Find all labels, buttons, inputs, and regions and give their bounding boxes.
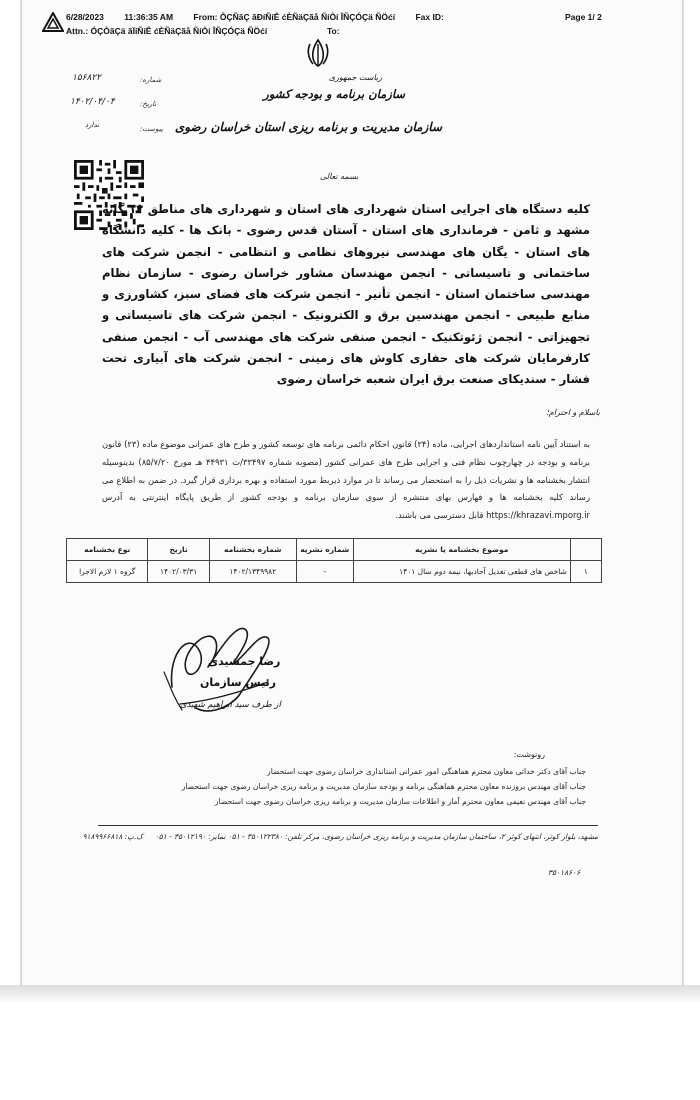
- fax-logo-icon: [42, 12, 64, 32]
- cc-item: جناب آقای مهندس بروزنده معاون محترم هماهنگی برنامه و بودجه سازمان مدیریت و برنامه ریزی خراسان رضوی جهت استحضار: [181, 782, 586, 792]
- letterhead-line-2: سازمان برنامه و بودجه کشور: [263, 87, 405, 101]
- fax-date: 6/28/2023: [66, 12, 104, 22]
- col-index: [570, 539, 601, 561]
- cc-list: [176, 764, 586, 810]
- cc-item: جناب آقای دکتر خدائی معاون محترم هماهنگی امور عمرانی استانداری خراسان رضوی جهت استحضار: [267, 767, 586, 776]
- footer-doc-code: ۳۵۰۱۸۶۰۶: [548, 868, 581, 877]
- on-behalf-note: از طرف سید ابراهیم شهیدی: [180, 700, 281, 710]
- fax-line-1: [66, 12, 462, 22]
- table-row: [67, 561, 602, 583]
- addressee-list: کلیه دستگاه های اجرایی استان شهرداری های استان و شهرداری های مناطق ۱۲ گانه مشهد و ثامن - فرمانداری های استان - آستان قدس رضوی - بانک ها - کلیه دانشگاه های استان - یگان های مهندسی نیروهای نظامی و انتظامی - انجمن شرکت های ساختمانی و تاسیساتی - انجمن مهندسان مشاور خراسان رضوی - سازمان نظام مهندسی ساختمان استان - انجمن تأنیر - انجمن شرکت های فضای سبز، کشاورزی و منابع طبیعی - انجمن مهندسین برق و الکترونیک - انجمن شرکت های تاسیساتی و تجهیزاتی - انجمن ژئوتکنیک - انجمن صنفی شرکت های مهندسی آب - انجمن صنفی کارفرمایان شرکت های حفاری کاوش های زمینی - انجمن شرکت های آبیاری تحت فشار - سندیکای صنعت برق ایران شعبه خراسان رضوی: [102, 202, 590, 387]
- cc-item: جناب آقای مهندس نعیمی معاون محترم آمار و اطلاعات سازمان مدیریت و برنامه ریزی خراسان رضوی جهت استحضار: [214, 797, 586, 807]
- letter-number: ۱۵۶۸۲۲: [72, 73, 102, 83]
- letter-date: ۱۴۰۲/۰۴/۰۴: [70, 97, 115, 107]
- table-header-row: [67, 539, 602, 561]
- besmellah-heading: بسمه تعالی: [320, 172, 359, 181]
- signatory-name: رضا جمشیدی: [208, 655, 281, 668]
- cell-type: گروه ۱ لازم الاجرا: [67, 561, 148, 583]
- signatory-title: رئیس سازمان: [200, 676, 276, 689]
- col-publication-number: شماره نشریه: [296, 539, 353, 561]
- col-circular-number: شماره بخشنامه: [209, 539, 296, 561]
- fax-page-number: Page 1/ 2: [565, 12, 602, 22]
- col-type: نوع بخشنامه: [67, 539, 148, 561]
- cell-date: ۱۴۰۲/۰۳/۳۱: [148, 561, 209, 583]
- attachment-label: پیوست:: [140, 125, 163, 133]
- letter-attachment: ندارد: [85, 121, 100, 129]
- fax-to: To:: [327, 26, 340, 36]
- fax-from: From: ÔÇÑãÇ ãÐíÑíÊ ćÈÑäÇãå ÑíÒí ÎÑÇÓÇä ÑÖćí: [193, 12, 396, 22]
- date-label: تاریخ:: [140, 100, 157, 108]
- footer-address: مشهد، بلوار کوثر، انتهای کوثر ۲، ساختمان سازمان مدیریت و برنامه ریزی خراسان رضوی، مرکز تلفن: ۳۵۰۱۲۲۳۸۰ - ۰۵۱ نمابر: ۳۵۰۱۲۱۹۰ - ۰۵۱: [154, 832, 598, 841]
- footer-postal: ک.پ: ۹۱۸۹۹۶۶۸۱۸: [82, 832, 144, 841]
- cell-publication-number: -: [296, 561, 353, 583]
- cell-index: ۱: [570, 561, 601, 583]
- footer-divider: [98, 825, 598, 826]
- cell-circular-number: ۱۴۰۲/۱۳۴۹۹۸۲: [209, 561, 296, 583]
- fax-id: Fax ID:: [415, 12, 444, 22]
- letterhead-line-3: سازمان مدیریت و برنامه ریزی استان خراسان رضوی: [174, 120, 442, 134]
- cc-heading: رونوشت:: [513, 750, 545, 759]
- footer: [82, 832, 598, 841]
- letter-body: به استناد آیین نامه استانداردهای اجرایی، ماده (۲۴) قانون احکام دائمی برنامه های توسعه کشور و طرح های عمرانی موضوع ماده (۲۳) قانون برنامه و بودجه در چهارچوب نظام فنی و اجرایی طرح های عمرانی کشور (مصوبه شماره ۳۳۴۹۷/ت ۴۴۹۳۱ هـ مورخ ۸۵/۷/۲۰) بدینوسیله انتشار بخشنامه ها و نشریات ذیل را به استحضار می رساند تا در موارد ذیربط مورد استفاده و بهره برداری قرار گیرد. در ضمن به اطلاع می رساند کلیه بخشنامه ها و فهارس بهای منتشره از سوی سازمان برنامه و بودجه کشور از طریق پایگاه اینترنتی به آدرس https://khrazavi.mporg.ir قابل دسترسی می باشند.: [102, 439, 591, 521]
- cell-subject: شاخص های قطعی تعدیل آحادبها، نیمه دوم سال ۱۴۰۱: [353, 561, 570, 583]
- letterhead-line-1: ریاست جمهوری: [328, 73, 382, 82]
- number-label: شماره:: [140, 76, 162, 84]
- col-date: تاریخ: [148, 539, 209, 561]
- fax-attn: Attn.: ÓÇÒãÇä ãÏíÑíÊ ćÈÑäÇãå ÑíÒí ÎÑÇÓÇä ÑÖćí: [66, 26, 268, 36]
- col-subject: موضوع بخشنامه یا نشریه: [353, 539, 570, 561]
- greeting: باسلام و احترام؛: [546, 408, 600, 417]
- fax-time: 11:36:35 AM: [124, 12, 174, 22]
- page-edge: [0, 985, 700, 1003]
- iran-emblem-icon: [304, 38, 332, 68]
- circulars-table: [66, 538, 602, 583]
